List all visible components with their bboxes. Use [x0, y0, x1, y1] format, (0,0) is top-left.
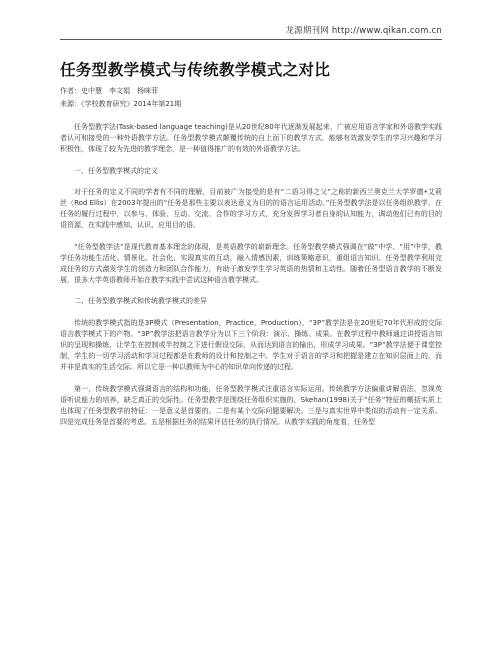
- article-title: 任务型教学模式与传统教学模式之对比: [60, 61, 331, 79]
- paragraph-modern-concept: “任务型教学法”是现代教育基本理念的体现，是英语教学的崭新理念。任务型教学模式强调在“做”中学、“用”中学，教学任务功能生活化、情景化、社会化，实现真实的互动，融入情感因素，训练策略意识，重组语言知识。任务型教学利用完成任务的方式激发学生的创造力和团队合作能力，有助于激发学生学习英语的热情和主动性。随着任务型语言教学的不断发展，很多大学英语教师开始在教学实践中尝试这种语言教学模式。: [60, 242, 442, 285]
- section-heading-differences: 二、任务型教学模式和传统教学模式的差异: [74, 297, 207, 306]
- paragraph-abstract: 任务型教学法(Task-based language teaching)是从20世纪80年代逐渐发展起来，广被应用语言学家和外语教学实践者认可和接受的一种外语教学方法。任务型教学模式颠覆传统的自上而下的教学方式，能够有效激发学生的学习兴趣和学习积极性，体现了较为先进的教学理念，是一种值得推广的有效的外语教学方法。: [60, 123, 442, 154]
- article-authors: 作者：史中慧 李文娟 杨咪菲: [60, 87, 158, 95]
- paragraph-definition: 对于任务的定义不同的学者有不同的理解，目前被广为接受的是有“二语习得之父”之称的新西兰奥克兰大学罗德•艾莉丝（Rod Ellis）在2003年提出的“任务是那些主要以表达意义为目的的语言运用活动。”任务型教学法是以任务组织教学，在任务的履行过程中，以参与、体验、互动、交流、合作的学习方式，充分发挥学习者自身的认知能力，调动他们已有的目的语资源，在实践中感知、认识、应用目的语。: [60, 187, 442, 230]
- article-source: 来源：《学校教育研究》2014年第21期: [60, 100, 182, 108]
- article-body: [60, 122, 442, 438]
- paragraph-traditional-3p: 传统的教学模式指的是3P模式（Presentation，Practice，Production），“3P”教学法是在20世纪70年代形成的交际语言教学模式下的产物。“3P”教学法把语言教学分为以下三个阶段：演示、操练、成果。在教学过程中教师通过讲授语言知识的呈现和操练，让学生在控制或半控制之下进行假设交际，从而达到语言的输出，形成学习成果。“3P”教学法便于课堂控制，学生的一切学习活动和学习过程都是在教师的设计和控制之中。学生对于语言的学习和把握是建立在知识层面上的，而并非是真实的生活交际。所以它是一种以教师为中心的知识单向传递的过程。: [60, 318, 442, 372]
- paragraph-first-difference: 第一，传统教学模式强调语言的结构和功能，任务型教学模式注重语言实际运用。传统教学方法偏重讲解语法，忽视英语听说能力的培养，缺乏真正的交际性。任务型教学是围绕任务组织实施的，Skehan(1998)关于“任务”特征的概括实质上也体现了任务型教学的特征：一是意义是首要的。二是有某个交际问题要解决。三是与真实世界中类似的活动有一定关系。四是完成任务是首要的考虑。五是根据任务的结果评估任务的执行情况。从教学实践的角度看，任务型: [60, 384, 442, 427]
- section-heading-definition: 一、任务型教学模式的定义: [74, 166, 158, 175]
- header-divider: [60, 39, 442, 40]
- header-source-text[interactable]: 龙源期刊网 http://www.qikan.com.cn: [285, 26, 442, 36]
